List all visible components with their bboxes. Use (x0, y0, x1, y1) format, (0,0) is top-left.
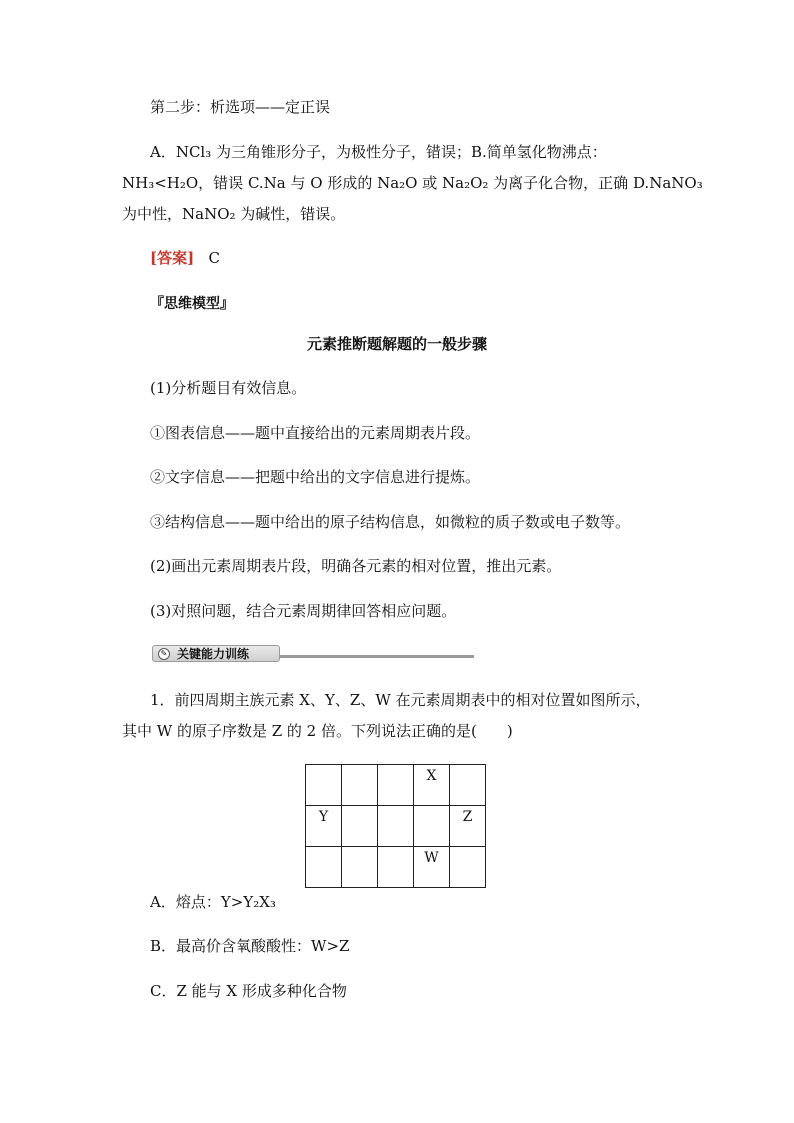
table-cell (342, 806, 378, 847)
analysis-line-1: A．NCl₃ 为三角锥形分子，为极性分子，错误；B.简单氢化物沸点： (150, 143, 607, 161)
option-a: A．熔点：Y>Y₂X₃ (150, 893, 276, 911)
table-cell (306, 765, 342, 806)
question-line-2: 其中 W 的原子序数是 Z 的 2 倍。下列说法正确的是( ) (122, 722, 513, 740)
step-item: ③结构信息——题中给出的原子结构信息，如微粒的质子数或电子数等。 (150, 513, 631, 531)
table-cell (378, 806, 414, 847)
option-c: C．Z 能与 X 形成多种化合物 (150, 982, 347, 1000)
table-cell (414, 806, 450, 847)
model-title: 元素推断题解题的一般步骤 (306, 335, 487, 353)
step-item: ②文字信息——把题中给出的文字信息进行提炼。 (150, 468, 481, 486)
table-cell (378, 765, 414, 806)
option-b: B．最高价含氧酸酸性：W>Z (150, 937, 350, 955)
model-tag: 『思维模型』 (150, 296, 234, 312)
table-row (306, 765, 486, 806)
table-cell: Y (306, 806, 342, 847)
step-item: (3)对照问题，结合元素周期律回答相应问题。 (150, 602, 457, 620)
step-heading: 第二步：析选项——定正误 (150, 98, 331, 116)
analysis-line-2: NH₃<H₂O，错误 C.Na 与 O 形成的 Na₂O 或 Na₂O₂ 为离子化合物，正确 D.NaNO₃ (122, 174, 703, 192)
answer-value: C (208, 249, 220, 267)
table-cell (306, 847, 342, 888)
banner-rule (280, 655, 474, 658)
pencil-icon: ✎ (158, 648, 170, 660)
banner-tag (152, 645, 280, 662)
section-banner (152, 645, 474, 663)
table-row (306, 847, 486, 888)
table-row (306, 806, 486, 847)
table-cell (342, 765, 378, 806)
answer-line (150, 247, 220, 269)
table-cell (342, 847, 378, 888)
banner-label: 关键能力训练 (177, 647, 250, 661)
answer-label: [答案] (150, 249, 195, 267)
table-cell: X (414, 765, 450, 806)
table-cell (450, 765, 486, 806)
analysis-line-3: 为中性，NaNO₂ 为碱性，错误。 (122, 205, 346, 223)
table-cell (378, 847, 414, 888)
step-item: ①图表信息——题中直接给出的元素周期表片段。 (150, 424, 481, 442)
step-item: (1)分析题目有效信息。 (150, 379, 307, 397)
question-line-1: 1．前四周期主族元素 X、Y、Z、W 在元素周期表中的相对位置如图所示， (150, 691, 651, 709)
table-cell: W (414, 847, 450, 888)
table-cell (450, 847, 486, 888)
step-item: (2)画出元素周期表片段，明确各元素的相对位置，推出元素。 (150, 557, 562, 575)
table-cell: Z (450, 806, 486, 847)
periodic-table-fragment (305, 764, 486, 888)
